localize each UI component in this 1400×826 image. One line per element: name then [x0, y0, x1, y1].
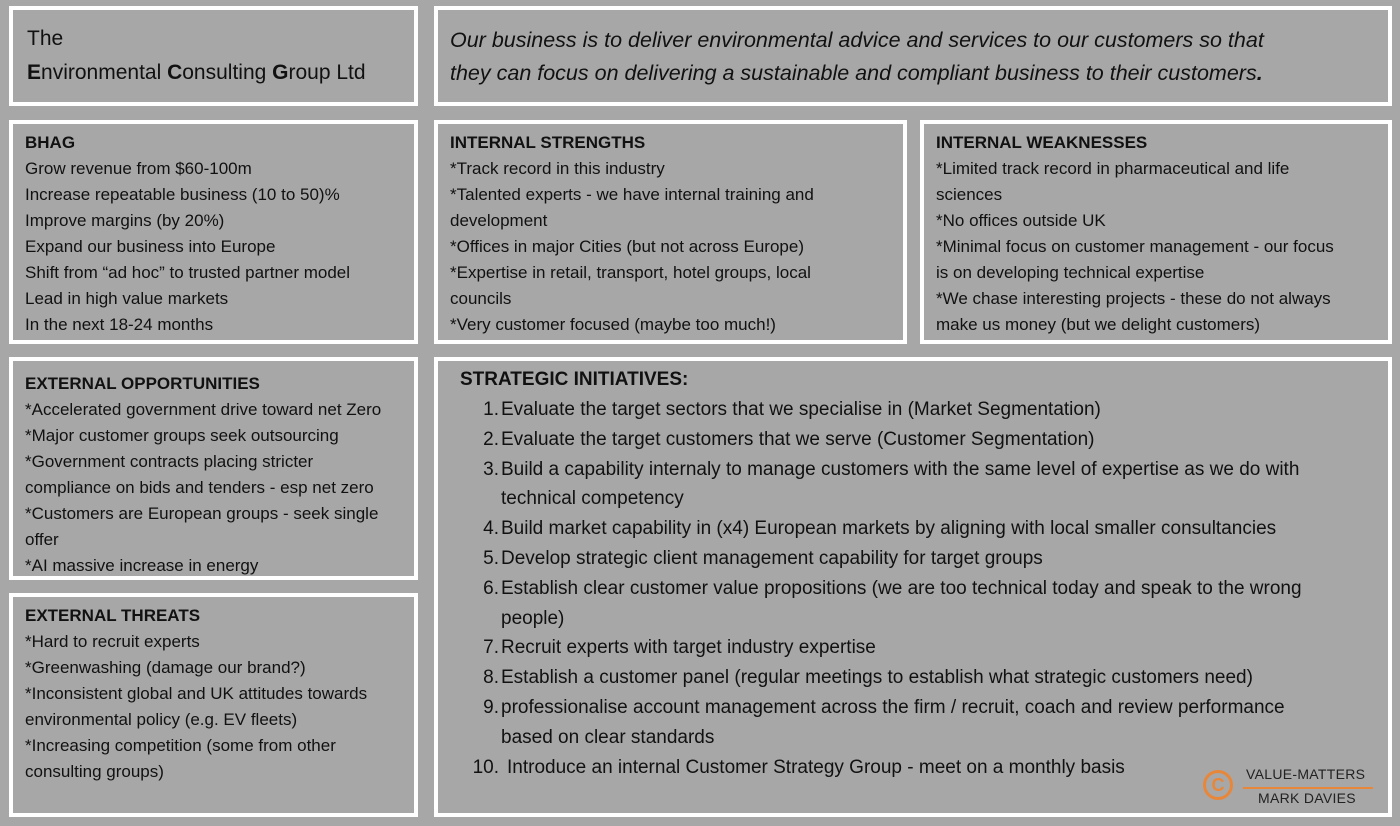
- title-initial-e: E: [27, 61, 42, 84]
- logo-divider: [1243, 787, 1373, 789]
- initiative-text: [501, 395, 1376, 425]
- initiative-number: 10.: [472, 756, 499, 778]
- strengths-line: *Offices in major Cities (but not across Europe): [450, 237, 804, 256]
- threats-line: environmental policy (e.g. EV fleets): [25, 710, 298, 729]
- initiative-item: [460, 633, 1376, 663]
- initiative-number: 3.: [483, 458, 499, 480]
- bhag-line: In the next 18-24 months: [25, 315, 214, 334]
- threats-line: *Increasing competition (some from other: [25, 736, 336, 755]
- initiative-item: [460, 425, 1376, 455]
- opportunities-line: *Customers are European groups - seek single: [25, 504, 379, 523]
- initiative-text: [501, 514, 1376, 544]
- initiative-line: Establish clear customer value propositions (we are too technical today and speak to the wrong: [501, 577, 1302, 599]
- initiative-text: [501, 574, 1376, 634]
- weaknesses-line: *We chase interesting projects - these do not always: [936, 289, 1331, 308]
- strengths-line: councils: [450, 289, 512, 308]
- initiative-number: 4.: [483, 518, 499, 540]
- title-line-2: [27, 56, 400, 90]
- initiative-text: [501, 633, 1376, 663]
- initiative-line: Develop strategic client management capability for target groups: [501, 547, 1043, 569]
- mission-line-2-text: they can focus on delivering a sustainable and compliant business to their customers: [450, 61, 1257, 85]
- initiative-item: [460, 455, 1376, 515]
- title-initial-g: G: [272, 61, 289, 84]
- initiatives-heading: STRATEGIC INITIATIVES:: [460, 369, 689, 390]
- title-initial-c: C: [167, 61, 183, 84]
- threats-line: *Inconsistent global and UK attitudes towards: [25, 684, 368, 703]
- opportunities-line: *Government contracts placing stricter: [25, 452, 314, 471]
- initiative-text: [501, 425, 1376, 455]
- initiative-text: [501, 663, 1376, 693]
- initiative-line: Introduce an internal Customer Strategy Group - meet on a monthly basis: [507, 756, 1125, 778]
- bhag-line: Grow revenue from $60-100m: [25, 159, 252, 178]
- initiative-number: 7.: [483, 637, 499, 659]
- external-opportunities-panel: [9, 357, 418, 580]
- title-word-consulting: onsulting: [182, 61, 273, 84]
- initiative-item: [460, 693, 1376, 753]
- bhag-panel: [9, 120, 418, 344]
- opportunities-line: *Accelerated government drive toward net Zero: [25, 400, 382, 419]
- initiative-text: [501, 693, 1376, 753]
- threats-line: consulting groups): [25, 762, 164, 781]
- strengths-line: *Talented experts - we have internal training and: [450, 185, 814, 204]
- initiative-item: [460, 395, 1376, 425]
- initiative-line: Recruit experts with target industry expertise: [501, 637, 876, 659]
- initiative-text: [501, 544, 1376, 574]
- opportunities-line: *AI massive increase in energy: [25, 556, 259, 575]
- logo-line-1: VALUE-MATTERS: [1246, 766, 1366, 782]
- initiative-number: 8.: [483, 667, 499, 689]
- mission-end-mark: .: [1256, 61, 1263, 85]
- bhag-line: Improve margins (by 20%): [25, 211, 225, 230]
- value-matters-logo: [1203, 766, 1383, 810]
- bhag-heading: BHAG: [25, 133, 76, 152]
- initiative-line: Evaluate the target customers that we serve (Customer Segmentation): [501, 428, 1095, 450]
- weaknesses-line: *Limited track record in pharmaceutical and life: [936, 159, 1290, 178]
- logo-line-2: MARK DAVIES: [1258, 790, 1356, 806]
- initiative-text: [501, 455, 1376, 515]
- opportunities-heading: EXTERNAL OPPORTUNITIES: [25, 374, 260, 393]
- initiative-line: technical competency: [501, 488, 684, 510]
- strengths-line: development: [450, 211, 548, 230]
- mission-line-2: [450, 57, 1376, 90]
- initiatives-list: [460, 395, 1376, 782]
- initiative-number: 5.: [483, 547, 499, 569]
- strengths-line: *Very customer focused (maybe too much!): [450, 315, 776, 334]
- threats-heading: EXTERNAL THREATS: [25, 606, 201, 625]
- bhag-line: Expand our business into Europe: [25, 237, 276, 256]
- bhag-line: Increase repeatable business (10 to 50)%: [25, 185, 340, 204]
- initiative-number: 6.: [483, 577, 499, 599]
- mission-line-1: Our business is to deliver environmental advice and services to our customers so that: [450, 28, 1264, 52]
- bhag-line: Shift from “ad hoc” to trusted partner model: [25, 263, 351, 282]
- title-word-group: roup Ltd: [288, 61, 366, 84]
- bhag-line: Lead in high value markets: [25, 289, 229, 308]
- internal-weaknesses-panel: [920, 120, 1392, 344]
- initiative-item: [460, 574, 1376, 634]
- initiative-line: people): [501, 607, 565, 629]
- initiative-line: Evaluate the target sectors that we specialise in (Market Segmentation): [501, 399, 1101, 420]
- internal-strengths-panel: [434, 120, 907, 344]
- initiative-item: [460, 663, 1376, 693]
- initiative-number: 1.: [483, 399, 499, 420]
- strengths-heading: INTERNAL STRENGTHS: [450, 133, 646, 152]
- weaknesses-line: *Minimal focus on customer management - our focus: [936, 237, 1334, 256]
- company-title-box: [9, 6, 418, 106]
- strengths-line: *Expertise in retail, transport, hotel groups, local: [450, 263, 811, 282]
- opportunities-line: *Major customer groups seek outsourcing: [25, 426, 339, 445]
- weaknesses-heading: INTERNAL WEAKNESSES: [936, 133, 1148, 152]
- initiative-line: Build market capability in (x4) European markets by aligning with local smaller consultancies: [501, 518, 1277, 540]
- copyright-circle-icon: C: [1203, 770, 1233, 800]
- opportunities-line: offer: [25, 530, 59, 549]
- strategic-initiatives-panel: [434, 357, 1392, 817]
- threats-line: *Greenwashing (damage our brand?): [25, 658, 306, 677]
- initiative-line: Establish a customer panel (regular meetings to establish what strategic customers need): [501, 667, 1253, 689]
- weaknesses-line: is on developing technical expertise: [936, 263, 1205, 282]
- opportunities-line: compliance on bids and tenders - esp net zero: [25, 478, 374, 497]
- weaknesses-line: make us money (but we delight customers): [936, 315, 1261, 334]
- weaknesses-line: sciences: [936, 185, 1003, 204]
- title-line-1: The: [27, 27, 64, 50]
- initiative-item: [460, 514, 1376, 544]
- initiative-line: based on clear standards: [501, 726, 715, 748]
- threats-line: *Hard to recruit experts: [25, 632, 200, 651]
- title-word-environmental: nvironmental: [41, 61, 168, 84]
- strengths-line: *Track record in this industry: [450, 159, 665, 178]
- external-threats-panel: [9, 593, 418, 817]
- initiative-number: 2.: [483, 428, 499, 450]
- initiative-line: Build a capability internaly to manage customers with the same level of expertise as we do with: [501, 458, 1300, 480]
- mission-statement-box: [434, 6, 1392, 106]
- initiative-number: 9.: [483, 696, 499, 718]
- initiative-item: [460, 544, 1376, 574]
- weaknesses-line: *No offices outside UK: [936, 211, 1106, 230]
- initiative-line: professionalise account management across the firm / recruit, coach and review performance: [501, 696, 1285, 718]
